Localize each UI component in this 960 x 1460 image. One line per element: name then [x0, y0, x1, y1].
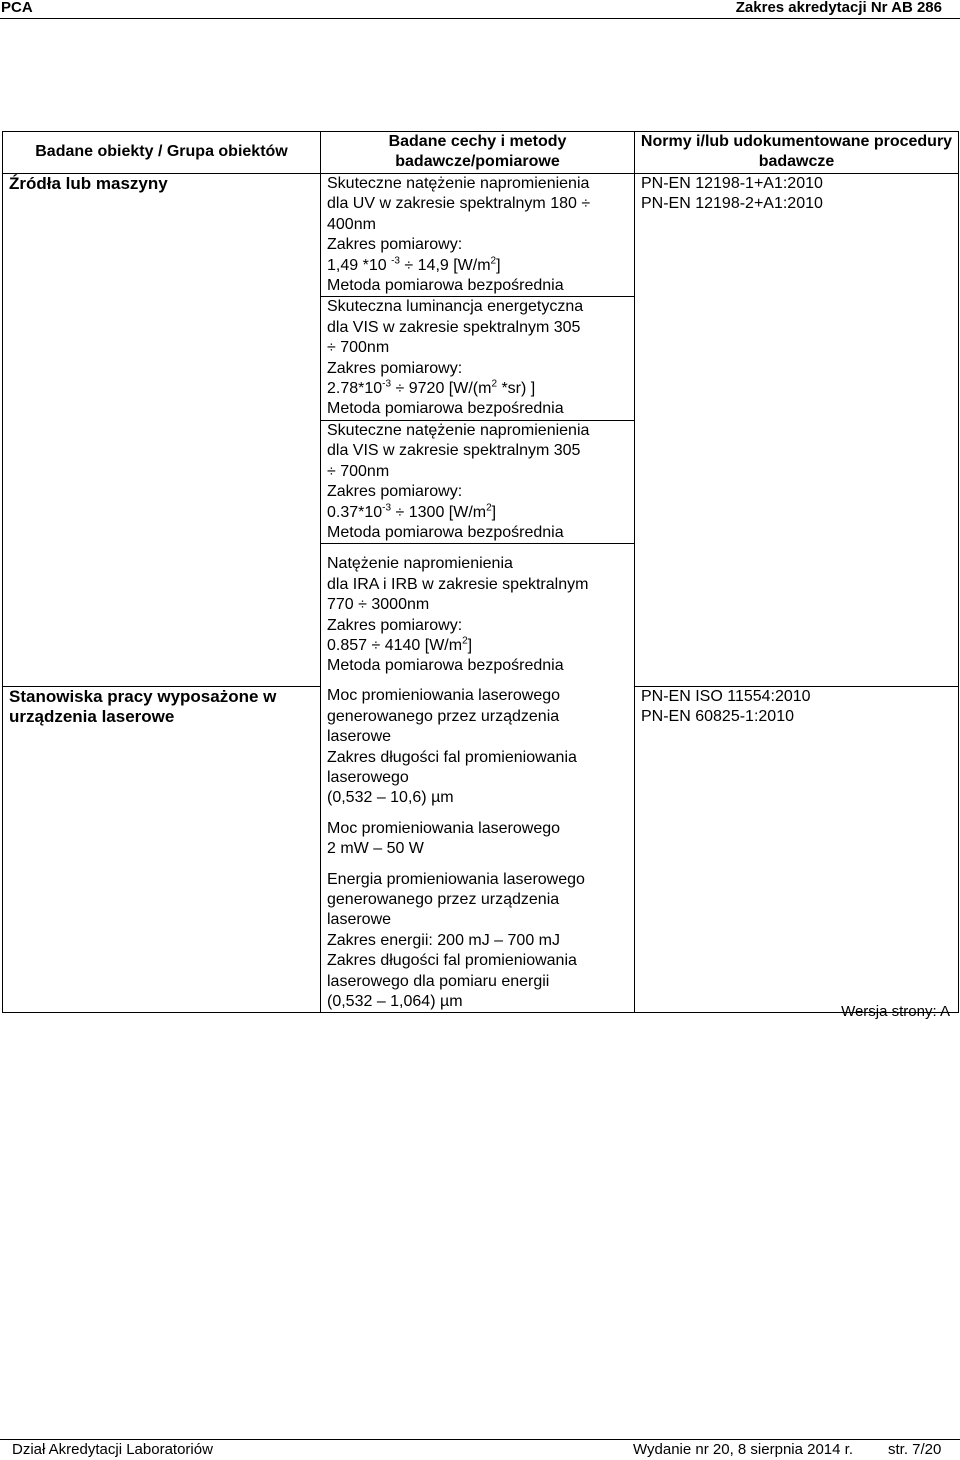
norm-item: PN-EN ISO 11554:2010 [641, 687, 811, 705]
table-row [3, 686, 959, 1013]
method-laser-energy: Energia promieniowania laserowego generowanego przez urządzenia laserowe Zakres energii: 200 mJ – 700 mJ Zakres długości fal promieniowania laserowego dla pomiaru energii (0,532 – 1,064) µm [327, 870, 585, 1010]
object-cell-lasers: Stanowiska pracy wyposażone w urządzenia laserowe [3, 686, 321, 1013]
method-ir: Natężenie napromienienia dla IRA i IRB w zakresie spektralnym 770 ÷ 3000nm Zakres pomiarowy: 0.857 ÷ 4140 $[W/m^2]$ Metoda pomiarowa bezpośrednia [321, 544, 635, 687]
laser-methods-cell [321, 686, 635, 1013]
col3-header: Normy i/lub udokumentowane procedury badawcze [635, 132, 959, 174]
method-vis-irradiance: Skuteczne natężenie napromienienia dla VIS w zakresie spektralnym 305 ÷ 700nm Zakres pomiarowy: $0.37*10^{-3} \div 1300$ $[W/m^2]$ Metoda pomiarowa bezpośrednia [321, 420, 635, 543]
page-footer [0, 1439, 960, 1460]
norm-item: PN-EN 12198-1+A1:2010 [641, 175, 823, 192]
footer-left: Dział Akredytacji Laboratoriów [12, 1441, 213, 1458]
method-laser-power-range: Moc promieniowania laserowego 2 mW – 50 W [327, 819, 561, 858]
norms-cell-sources [635, 174, 959, 687]
method-vis-luminance: Skuteczna luminancja energetyczna dla VIS w zakresie spektralnym 305 ÷ 700nm Zakres pomiarowy: $2.78*10^{-3} \div 9720$ [$W/(m^2$ *sr) ] Metoda pomiarowa bezpośrednia [321, 297, 635, 420]
header-left: PCA [1, 0, 33, 16]
method-laser-power: Moc promieniowania laserowego generowanego przez urządzenia laserowe Zakres długości fal promieniowania laserowego (0,532 – 10,6) µm [327, 687, 577, 807]
col1-header: Badane obiekty / Grupa obiektów [3, 132, 321, 174]
page-number: str. 7/20 [888, 1441, 942, 1458]
accreditation-table [2, 131, 959, 1013]
col2-header: Badane cechy i metody badawcze/pomiarowe [321, 132, 635, 174]
page-header [0, 0, 960, 19]
footer-middle: Wydanie nr 20, 8 sierpnia 2014 r. [633, 1441, 853, 1458]
norm-item: PN-EN 12198-2+A1:2010 [641, 195, 823, 213]
table-row [3, 174, 959, 297]
norm-item: PN-EN 60825-1:2010 [641, 708, 794, 726]
object-cell-sources: Źródła lub maszyny [3, 174, 321, 687]
norms-cell-lasers [635, 686, 959, 1013]
page-version: Wersja strony: A [841, 1003, 950, 1020]
table-header-row [3, 132, 959, 174]
method-uv: Skuteczne natężenie napromienienia dla UV w zakresie spektralnym 180 ÷ 400nm Zakres pomiarowy: 1,49 *10 $^{-3}$ ÷ 14,9 $[W/m^2]$ Metoda pomiarowa bezpośrednia [321, 174, 635, 297]
header-right: Zakres akredytacji Nr AB 286 [735, 0, 942, 16]
